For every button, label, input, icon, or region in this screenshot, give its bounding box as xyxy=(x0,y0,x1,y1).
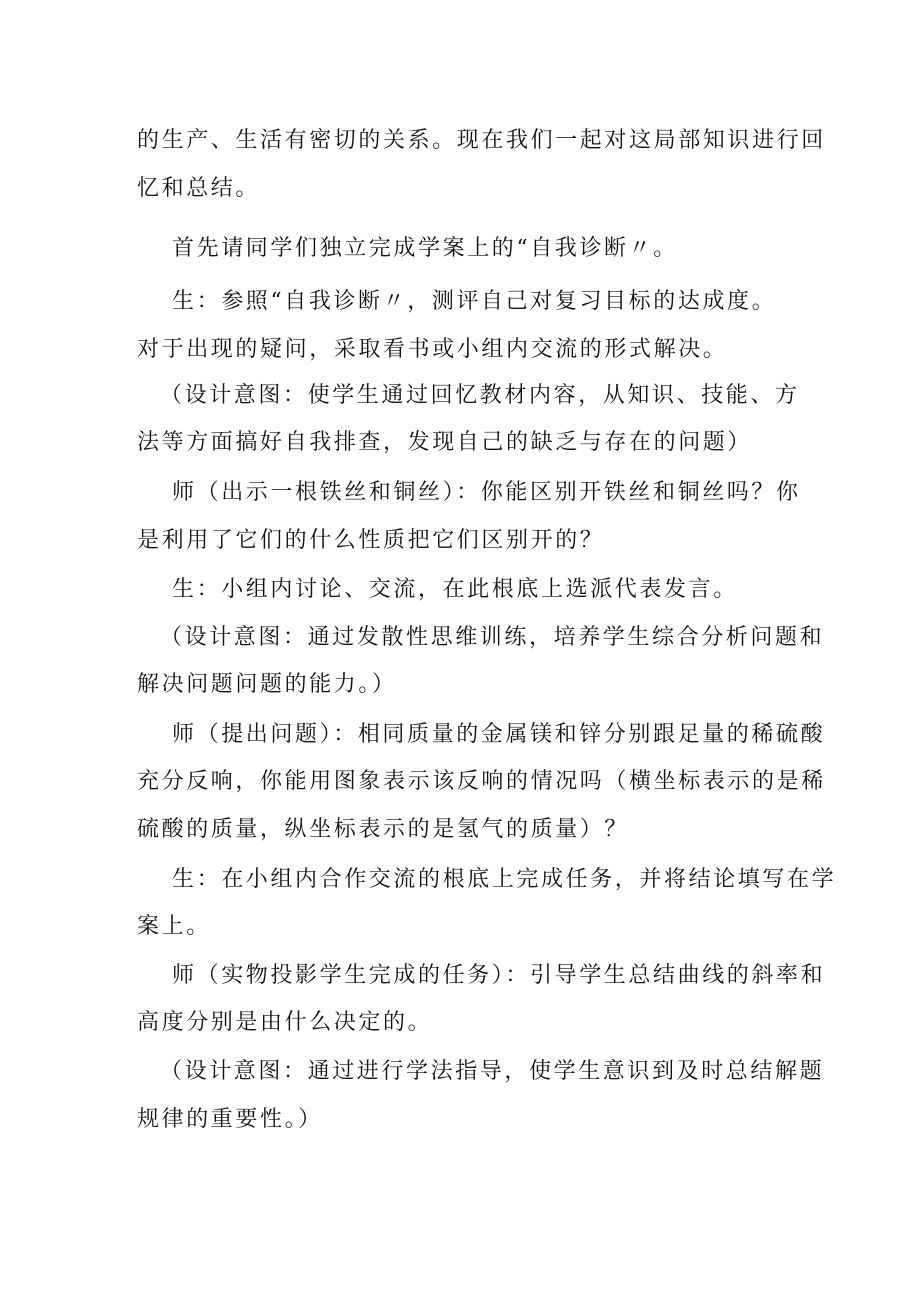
text-line: （设计意图：通过发散性思维训练，培养学生综合分析问题和 xyxy=(160,625,825,650)
text-line: 法等方面搞好自我排查，发现自己的缺乏与存在的问题） xyxy=(137,430,753,455)
text-line: 高度分别是由什么决定的。 xyxy=(137,1010,433,1035)
text-line: 对于出现的疑问，采取看书或小组内交流的形式解决。 xyxy=(137,337,728,362)
text-line: 师（提出问题）：相同质量的金属镁和锌分别跟足量的稀硫酸 xyxy=(172,722,826,747)
text-line: 师（实物投影学生完成的任务）：引导学生总结曲线的斜率和 xyxy=(172,963,826,988)
text-line: 充分反响，你能用图象表示该反响的情况吗（横坐标表示的是稀 xyxy=(137,769,826,794)
text-line: （设计意图：通过进行学法指导，使学生意识到及时总结解题 xyxy=(160,1059,825,1084)
text-line: 硫酸的质量，纵坐标表示的是氢气的质量）？ xyxy=(137,817,630,842)
text-line: 是利用了它们的什么性质把它们区别开的？ xyxy=(137,528,605,553)
text-line: 首先请同学们独立完成学案上的“自我诊断〃。 xyxy=(172,236,678,261)
text-line: 案上。 xyxy=(137,914,211,939)
text-line: 的生产、生活有密切的关系。现在我们一起对这局部知识进行回 xyxy=(137,128,826,153)
text-line: 生：参照“自我诊断〃，测评自己对复习目标的达成度。 xyxy=(172,289,777,314)
text-line: 师（出示一根铁丝和铜丝）：你能区别开铁丝和铜丝吗？你 xyxy=(172,480,801,505)
text-line: 忆和总结。 xyxy=(137,176,261,201)
text-line: 解决问题问题的能力。） xyxy=(137,672,397,697)
text-line: 规律的重要性。） xyxy=(137,1107,323,1132)
text-line: 生：在小组内合作交流的根底上完成任务，并将结论填写在学 xyxy=(172,867,837,892)
text-line: （设计意图：使学生通过回忆教材内容，从知识、技能、方 xyxy=(160,383,800,408)
text-line: 生：小组内讨论、交流，在此根底上选派代表发言。 xyxy=(172,577,738,602)
